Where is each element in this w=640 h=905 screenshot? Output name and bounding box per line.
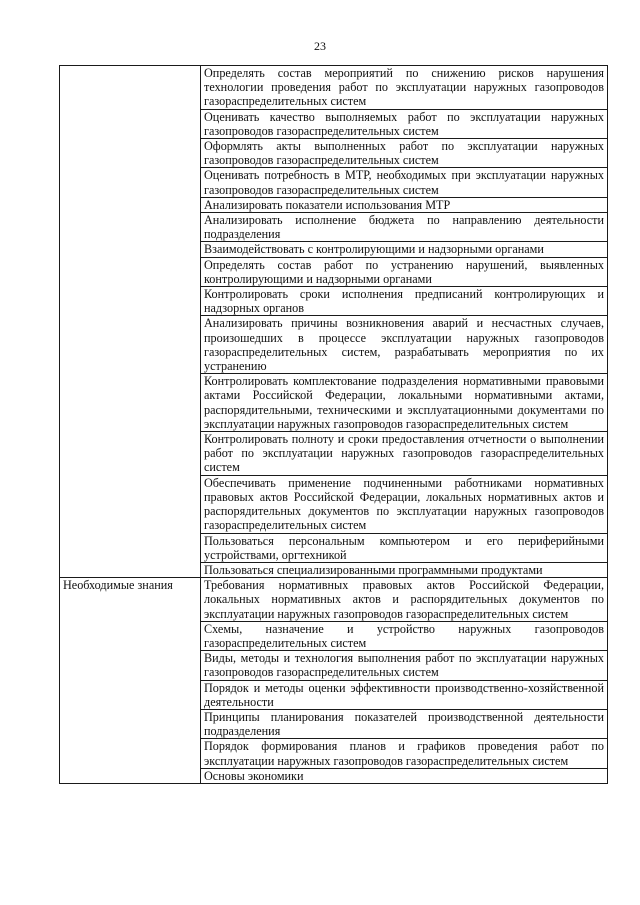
knowledge-item: Порядок и методы оценки эффективности производственно-хозяйственной деятельности bbox=[201, 680, 608, 709]
knowledge-row bbox=[60, 578, 608, 622]
skills-item: Анализировать причины возникновения аварий и несчастных случаев, произошедших в процессе эксплуатации наружных газопроводов газораспределительных систем, разрабатывать мероприятия по их устранению bbox=[201, 316, 608, 374]
skills-item: Пользоваться специализированными программными продуктами bbox=[201, 562, 608, 577]
skills-label-cell bbox=[60, 66, 201, 578]
requirements-table bbox=[59, 65, 608, 784]
skills-row bbox=[60, 66, 608, 110]
skills-item: Анализировать исполнение бюджета по направлению деятельности подразделения bbox=[201, 213, 608, 242]
skills-item: Оценивать качество выполняемых работ по эксплуатации наружных газопроводов газораспределительных систем bbox=[201, 109, 608, 138]
knowledge-item: Принципы планирования показателей производственной деятельности подразделения bbox=[201, 709, 608, 738]
skills-item: Взаимодействовать с контролирующими и надзорными органами bbox=[201, 242, 608, 257]
skills-item: Определять состав мероприятий по снижению рисков нарушения технологии проведения работ по эксплуатации наружных газопроводов газораспределительных систем bbox=[201, 66, 608, 110]
skills-item: Определять состав работ по устранению нарушений, выявленных контролирующими и надзорными органами bbox=[201, 257, 608, 286]
requirements-table-body bbox=[60, 66, 608, 784]
knowledge-label-cell: Необходимые знания bbox=[60, 578, 201, 784]
skills-item: Оформлять акты выполненных работ по эксплуатации наружных газопроводов газораспределительных систем bbox=[201, 139, 608, 168]
skills-item: Пользоваться персональным компьютером и его периферийными устройствами, оргтехникой bbox=[201, 533, 608, 562]
skills-item: Контролировать комплектование подразделения нормативными правовыми актами Российской Федерации, локальными нормативными актами, распорядительными, техническими и эксплуатационными документами по эксплуатации наружных газопроводов газораспределительных систем bbox=[201, 374, 608, 432]
skills-item: Анализировать показатели использования МТР bbox=[201, 197, 608, 212]
skills-item: Контролировать полноту и сроки предоставления отчетности о выполнении работ по эксплуатации наружных газопроводов газораспределительных систем bbox=[201, 432, 608, 476]
skills-item: Оценивать потребность в МТР, необходимых при эксплуатации наружных газопроводов газораспределительных систем bbox=[201, 168, 608, 197]
knowledge-item: Схемы, назначение и устройство наружных газопроводов газораспределительных систем bbox=[201, 621, 608, 650]
skills-item: Контролировать сроки исполнения предписаний контролирующих и надзорных органов bbox=[201, 287, 608, 316]
knowledge-item: Виды, методы и технология выполнения работ по эксплуатации наружных газопроводов газораспределительных систем bbox=[201, 651, 608, 680]
knowledge-item: Требования нормативных правовых актов Российской Федерации, локальных нормативных актов и распорядительных документов по эксплуатации наружных газопроводов газораспределительных систем bbox=[201, 578, 608, 622]
skills-item: Обеспечивать применение подчиненными работниками нормативных правовых актов Российской Федерации, локальных нормативных актов и распорядительных документов по эксплуатации наружных газопроводов газораспределительных систем bbox=[201, 475, 608, 533]
knowledge-item: Порядок формирования планов и графиков проведения работ по эксплуатации наружных газопроводов газораспределительных систем bbox=[201, 739, 608, 768]
knowledge-item: Основы экономики bbox=[201, 768, 608, 783]
page-number: 23 bbox=[314, 39, 326, 53]
